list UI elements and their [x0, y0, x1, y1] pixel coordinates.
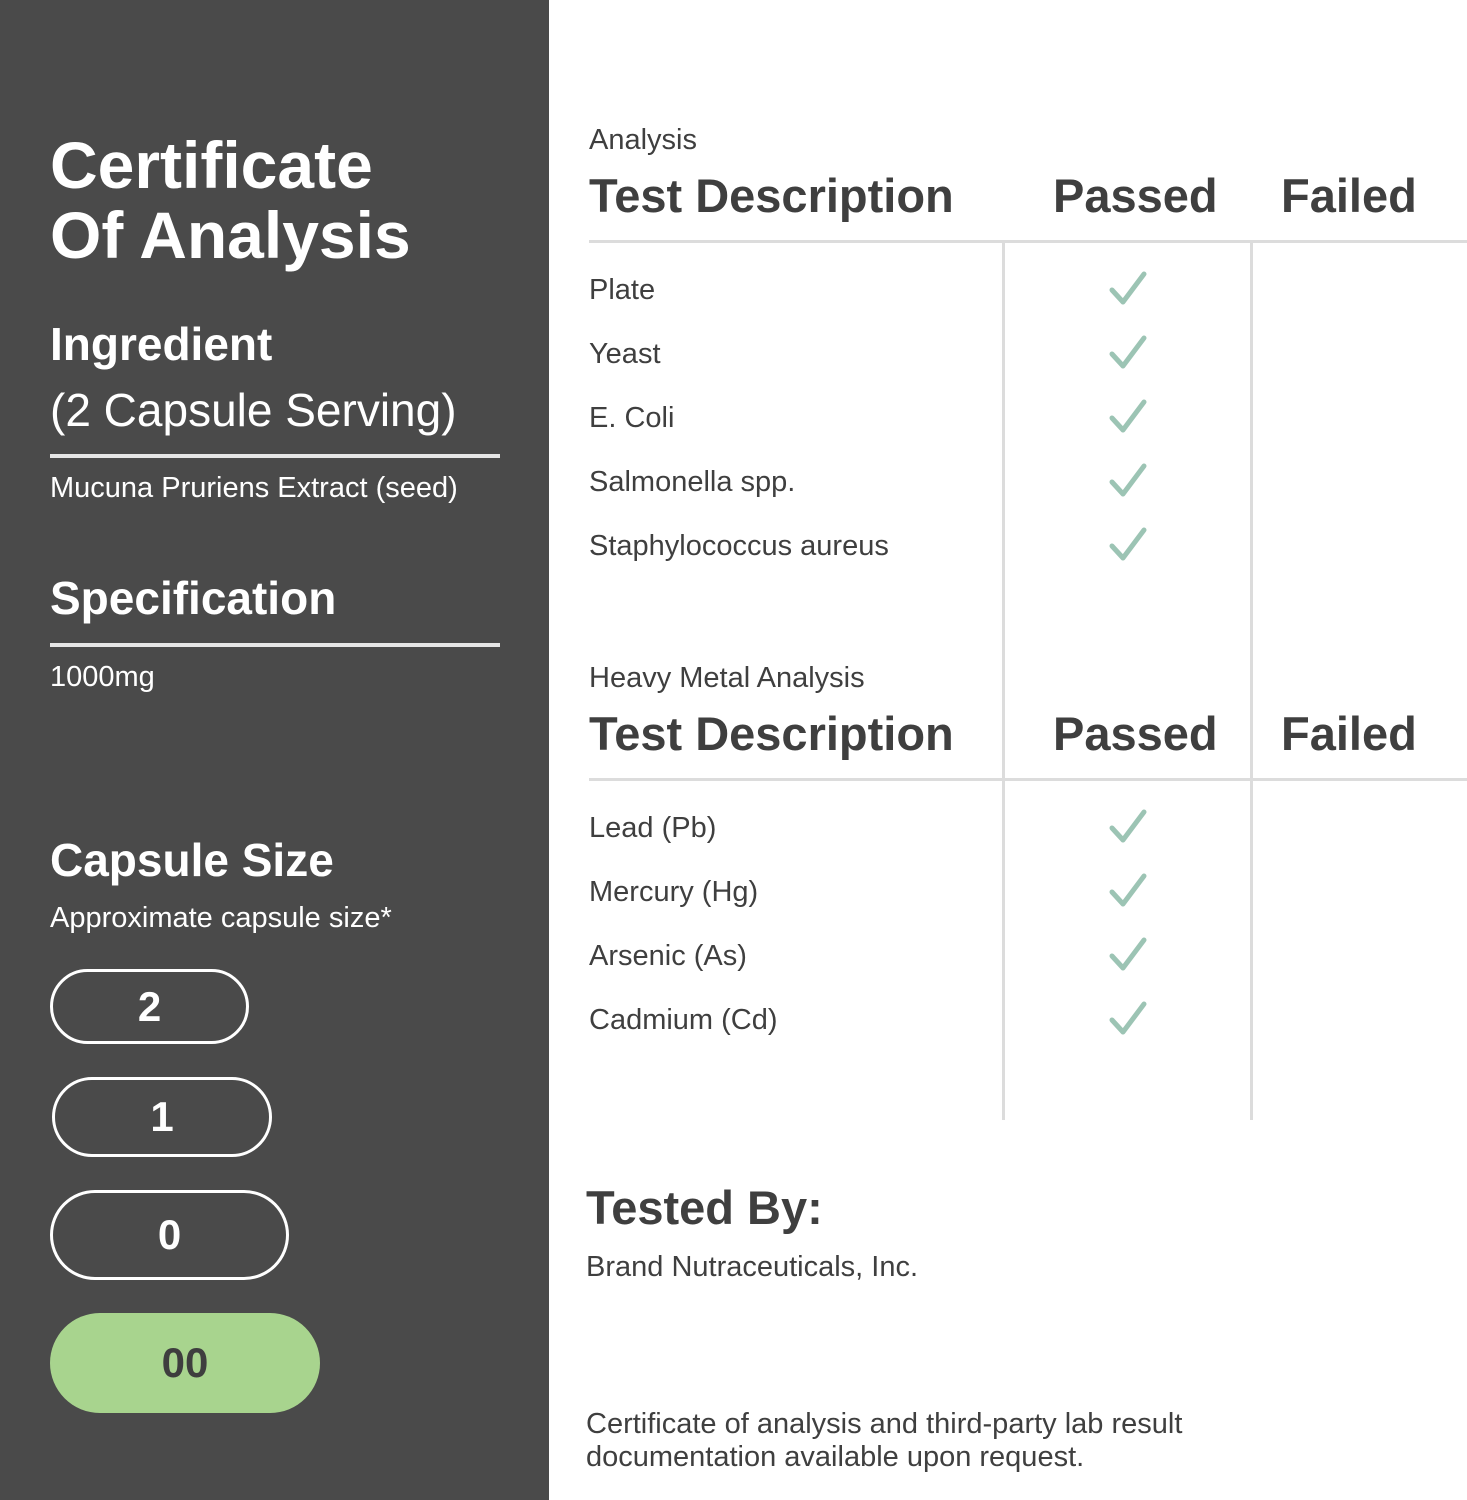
column-divider-failed — [1250, 243, 1253, 1120]
checkmark-icon — [1109, 270, 1147, 308]
serving-heading: (2 Capsule Serving) — [50, 384, 457, 436]
checkmark-icon — [1109, 808, 1147, 846]
checkmark-icon — [1109, 334, 1147, 372]
ingredient-divider — [50, 454, 500, 458]
analysis-section-label: Analysis — [589, 124, 697, 156]
checkmark-icon — [1109, 872, 1147, 910]
analysis-header-divider — [589, 240, 1467, 243]
capsule-size-1[interactable]: 1 — [52, 1077, 272, 1157]
test-row-label: Salmonella spp. — [589, 466, 796, 498]
capsule-size-00-selected[interactable]: 00 — [50, 1313, 320, 1413]
test-row-label: E. Coli — [589, 402, 675, 434]
checkmark-icon — [1109, 1000, 1147, 1038]
column-divider-passed — [1002, 243, 1005, 1120]
analysis-col-passed: Passed — [1053, 169, 1218, 222]
test-row-label: Lead (Pb) — [589, 812, 717, 844]
specification-value: 1000mg — [50, 661, 155, 693]
heavy-metal-col-failed: Failed — [1281, 707, 1417, 760]
page-title — [50, 130, 411, 270]
test-row-label: Cadmium (Cd) — [589, 1004, 778, 1036]
capsule-size-heading: Capsule Size — [50, 834, 334, 886]
tested-by-value: Brand Nutraceuticals, Inc. — [586, 1251, 919, 1283]
heavy-metal-col-passed: Passed — [1053, 707, 1218, 760]
test-row-label: Arsenic (As) — [589, 940, 747, 972]
specification-divider — [50, 643, 500, 647]
checkmark-icon — [1109, 462, 1147, 500]
capsule-size-0[interactable]: 0 — [50, 1190, 289, 1280]
test-row-label: Mercury (Hg) — [589, 876, 759, 908]
test-row-label: Yeast — [589, 338, 661, 370]
heavy-metal-col-test-description: Test Description — [589, 707, 954, 760]
checkmark-icon — [1109, 398, 1147, 436]
results-panel — [549, 0, 1467, 1500]
analysis-col-failed: Failed — [1281, 169, 1417, 222]
left-panel — [0, 0, 549, 1500]
tested-by-heading: Tested By: — [586, 1181, 823, 1234]
capsule-size-2[interactable]: 2 — [50, 969, 249, 1044]
footnote: Certificate of analysis and third-party lab result documentation available upon request. — [586, 1408, 1183, 1473]
title-line-2: Of Analysis — [50, 198, 411, 272]
checkmark-icon — [1109, 936, 1147, 974]
test-row-label: Staphylococcus aureus — [589, 530, 889, 562]
checkmark-icon — [1109, 526, 1147, 564]
heavy-metal-header-divider — [589, 778, 1467, 781]
ingredient-value: Mucuna Pruriens Extract (seed) — [50, 472, 458, 504]
title-line-1: Certificate — [50, 128, 373, 202]
specification-heading: Specification — [50, 572, 337, 624]
heavy-metal-section-label: Heavy Metal Analysis — [589, 662, 865, 694]
ingredient-heading: Ingredient — [50, 318, 273, 370]
analysis-col-test-description: Test Description — [589, 169, 954, 222]
capsule-size-note: Approximate capsule size* — [50, 902, 392, 934]
test-row-label: Plate — [589, 274, 656, 306]
